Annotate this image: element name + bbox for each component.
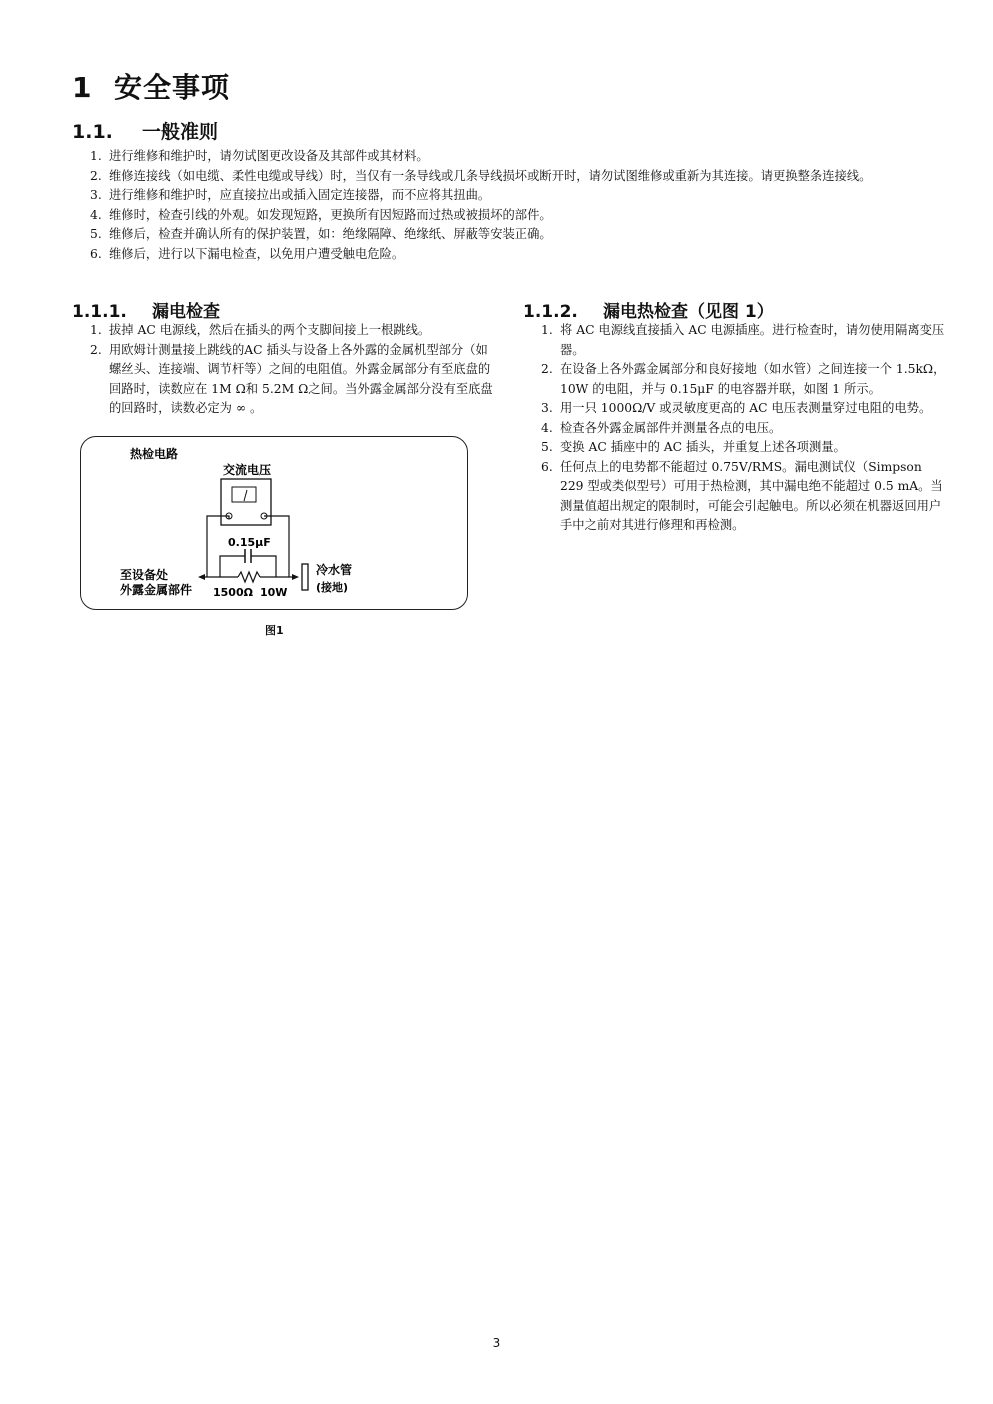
section-heading-1-1 [72, 117, 218, 144]
section-title: 一般准则 [142, 121, 219, 143]
section-heading-1 [72, 66, 230, 106]
page-number: 3 [492, 1336, 501, 1350]
hot-check-circuit-diagram [80, 436, 468, 610]
left-label-line-2: 外露金属部件 [120, 583, 193, 597]
list-item: 1. 进行维修和维护时，请勿试图更改设备及其部件或其材料。 [90, 149, 429, 163]
arrow-right-icon [292, 574, 299, 580]
list-item: 3. 进行维修和维护时，应直接拉出或插入固定连接器，而不应将其扭曲。 [90, 188, 491, 202]
list-item: 5. 维修后，检查并确认所有的保护装置，如：绝缘隔障、绝缘纸、屏蔽等安装正确。 [90, 227, 552, 241]
list-item: 5. 变换 AC 插座中的 AC 插头，并重复上述各项测量。 [541, 440, 846, 454]
list-item: 1. 拔掉 AC 电源线，然后在插头的两个支脚间接上一根跳线。 [90, 323, 431, 337]
general-guidelines-list [90, 147, 950, 264]
resistor-value: 1500Ω [213, 586, 253, 599]
section-title: 漏电检查 [152, 302, 220, 322]
figure-caption: 图1 [265, 624, 284, 637]
heat-check-list [541, 321, 947, 536]
list-item: 2. 用欧姆计测量接上跳线的AC 插头与设备上各外露的金属机型部分（如螺丝头、连接端、调节杆等）之间的电阻值。外露金属部分有至底盘的回路时，读数应在 1M Ω和 5.2M Ω之间。当外露金属部分没有至底盘的回路时，读数必定为 ∞ 。 [90, 342, 493, 415]
arrow-left-icon [198, 574, 205, 580]
section-heading-1-1-2 [523, 297, 774, 322]
resistor-icon [238, 572, 260, 582]
list-item: 2. 在设备上各外露金属部分和良好接地（如水管）之间连接一个 1.5kΩ，10W 的电阻，并与 0.15μF 的电容器并联，如图 1 所示。 [541, 362, 946, 396]
list-item: 4. 检查各外露金属部件并测量各点的电压。 [541, 420, 782, 435]
water-pipe-icon [302, 564, 308, 590]
right-label-line-1: 冷水管 [316, 563, 353, 577]
section-heading-1-1-1 [72, 297, 220, 322]
section-number: 1.1.1. [72, 302, 127, 322]
list-item: 2. 维修连接线（如电缆、柔性电缆或导线）时，当仅有一条导线或几条导线损坏或断开时，请勿试图维修或重新为其连接。请更换整条连接线。 [90, 168, 872, 183]
section-title: 漏电热检查（见图 1） [603, 302, 774, 322]
capacitor-label: 0.15μF [228, 536, 271, 549]
section-number: 1.1. [72, 121, 113, 143]
list-item: 3. 用一只 1000Ω/V 或灵敏度更高的 AC 电压表测量穿过电阻的电势。 [541, 401, 932, 415]
list-item: 6. 任何点上的电势都不能超过 0.75V/RMS。漏电测试仪（Simpson 229 型或类似型号）可用于热检测，其中漏电绝不能超过 0.5 mA。当测量值超出规定的限制时，可能会引起触电。所以必须在机器返回用户手中之前对其进行修理和再检测。 [541, 459, 943, 532]
figure-title: 热检电路 [130, 447, 179, 461]
list-item: 6. 维修后，进行以下漏电检查，以免用户遭受触电危险。 [90, 246, 405, 261]
list-item: 4. 维修时，检查引线的外观。如发现短路，更换所有因短路而过热或被损坏的部件。 [90, 207, 552, 222]
resistor-power: 10W [260, 586, 288, 599]
right-label-line-2: (接地) [316, 581, 349, 594]
list-item: 1. 将 AC 电源线直接插入 AC 电源插座。进行检查时，请勿使用隔离变压器。 [541, 323, 945, 357]
section-number: 1.1.2. [523, 302, 578, 322]
section-number: 1 [72, 71, 93, 104]
section-title: 安全事项 [114, 71, 231, 104]
leak-check-list [90, 321, 495, 419]
meter-label: 交流电压 [223, 463, 272, 477]
left-label-line-1: 至设备处 [120, 568, 169, 582]
